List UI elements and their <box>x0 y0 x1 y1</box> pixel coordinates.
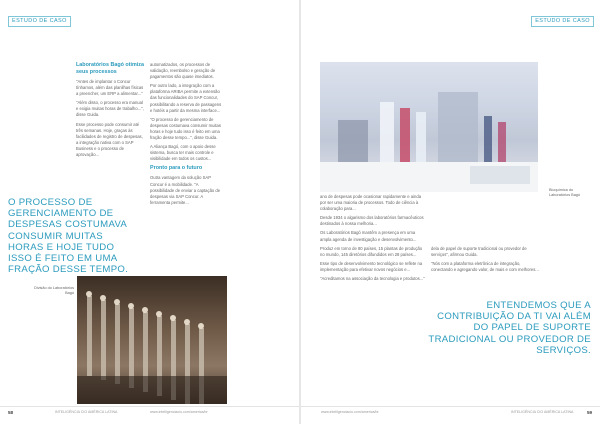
paragraph: "Além disso, o processo era manual e exigia muitas horas de trabalho...", disse Guida. <box>76 100 144 118</box>
left-page <box>0 0 299 424</box>
paragraph: "Acreditamos na associação da tecnologia e produtos..." <box>320 276 425 282</box>
photo-caption: Bioquímica do Laboratórios Bagó <box>549 188 581 197</box>
paragraph: Esse tipo de desenvolvimento tecnológico se reflete na implementação para efetivar novos negócios e... <box>320 260 423 272</box>
publication-name: INTELIGÊNCIA CIO AMÉRICA LATINA <box>55 410 118 414</box>
section-tag: ESTUDO DE CASO <box>531 16 594 27</box>
pull-quote: O PROCESSO DE GERENCIAMENTO DE DESPESAS COSTUMAVA CONSUMIR MUITAS HORAS E HOJE TUDO ISSO É FEITO EM UMA FRAÇÃO DESSE TEMPO. <box>8 197 129 276</box>
paragraph: Os Laboratórios Bagó mantêm a presença em uma ampla agenda de investigação e desenvolvimento... <box>320 230 417 242</box>
paragraph: automatizados, os processos de validação, reembolso e geração de pagamentos são quase imediatos. <box>150 62 216 80</box>
paragraph: "Nós com a plataforma eletrônica de integração, conectando e agregando valor, de mais e com melhores... <box>431 261 539 273</box>
article-column <box>431 246 541 276</box>
pull-quote: ENTENDEMOS QUE A CONTRIBUIÇÃO DA TI VAI ALÉM DO PAPEL DE SUPORTE TRADICIONAL OU PROVEDOR DE SERVIÇOS. <box>428 300 591 356</box>
laboratory-photo <box>320 62 538 192</box>
article-column <box>150 62 222 209</box>
publication-name: INTELIGÊNCIA CIO AMÉRICA LATINA <box>511 410 574 414</box>
article-column <box>320 194 426 285</box>
production-line-photo <box>77 276 227 404</box>
paragraph: Produz em torno de 80 países, 15 plantas de produção no mundo, 145 diretórios difundidos em 28 países... <box>320 245 423 257</box>
paragraph: dela de papel de suporte tradicional ou provedor de serviços", afirmou Guida. <box>431 246 527 258</box>
paragraph: Desde 1934 o algarismo dos laboratórios farmacêuticos destinados à nossa melhoria... <box>320 215 424 227</box>
right-page <box>301 0 600 424</box>
paragraph: Outra vantagem da solução SAP Concur é a mobilidade. "A possibilidade de enviar a captação de despesas via SAP Concur. A ferramenta permite... <box>150 175 221 205</box>
paragraph: A Aliança Bagó, com o apoio desse sistema, busca ter mais controle e visibilidade em todos os custos... <box>150 144 216 162</box>
page-footer <box>301 406 600 419</box>
page-footer <box>0 406 299 419</box>
page-number: 59 <box>587 410 593 415</box>
photo-caption: Divisão do Laboratórios Bagó <box>34 286 74 295</box>
bottles-illustration <box>77 276 227 404</box>
paragraph: Esse processo pode consumir até três semanas. Hoje, graças às facilidades de registro de despesas, a integração nativa com o SAP Business e o processo de aprovação... <box>76 121 143 158</box>
subheading: Pronto para o futuro <box>150 165 203 172</box>
article-column <box>76 62 145 161</box>
paragraph: Por outro lado, a integração com a plataforma ARIBA permite a extensão das funcionalidades do SAP Concur, possibilitando a reserva de passagens e hotéis a partir da mesma interface... <box>150 83 222 113</box>
section-tag: ESTUDO DE CASO <box>8 16 71 27</box>
paragraph: ano de despesas pode ocasionar rapidamente e ainda por ser uma maioria de processos. Todo de ciência à colaboração para... <box>320 194 422 212</box>
paragraph: "Antes de implantar o Concur tínhamos, além das planilhas físicas a preencher, um ERP a alimentar..." <box>76 79 144 97</box>
subheading: Laboratórios Bagó otimiza seus processos <box>76 62 144 75</box>
website-url: www.intelligenciacio.com/america/br <box>321 410 379 414</box>
website-url: www.intelligenciacio.com/america/br <box>150 410 208 414</box>
paragraph: "O processo de gerenciamento de despesas costumava consumir muitas horas e hoje tudo isso é feito em uma fração desse tempo...", disse Guida. <box>150 116 221 141</box>
lab-equipment-illustration <box>320 62 538 192</box>
page-number: 58 <box>8 410 14 415</box>
